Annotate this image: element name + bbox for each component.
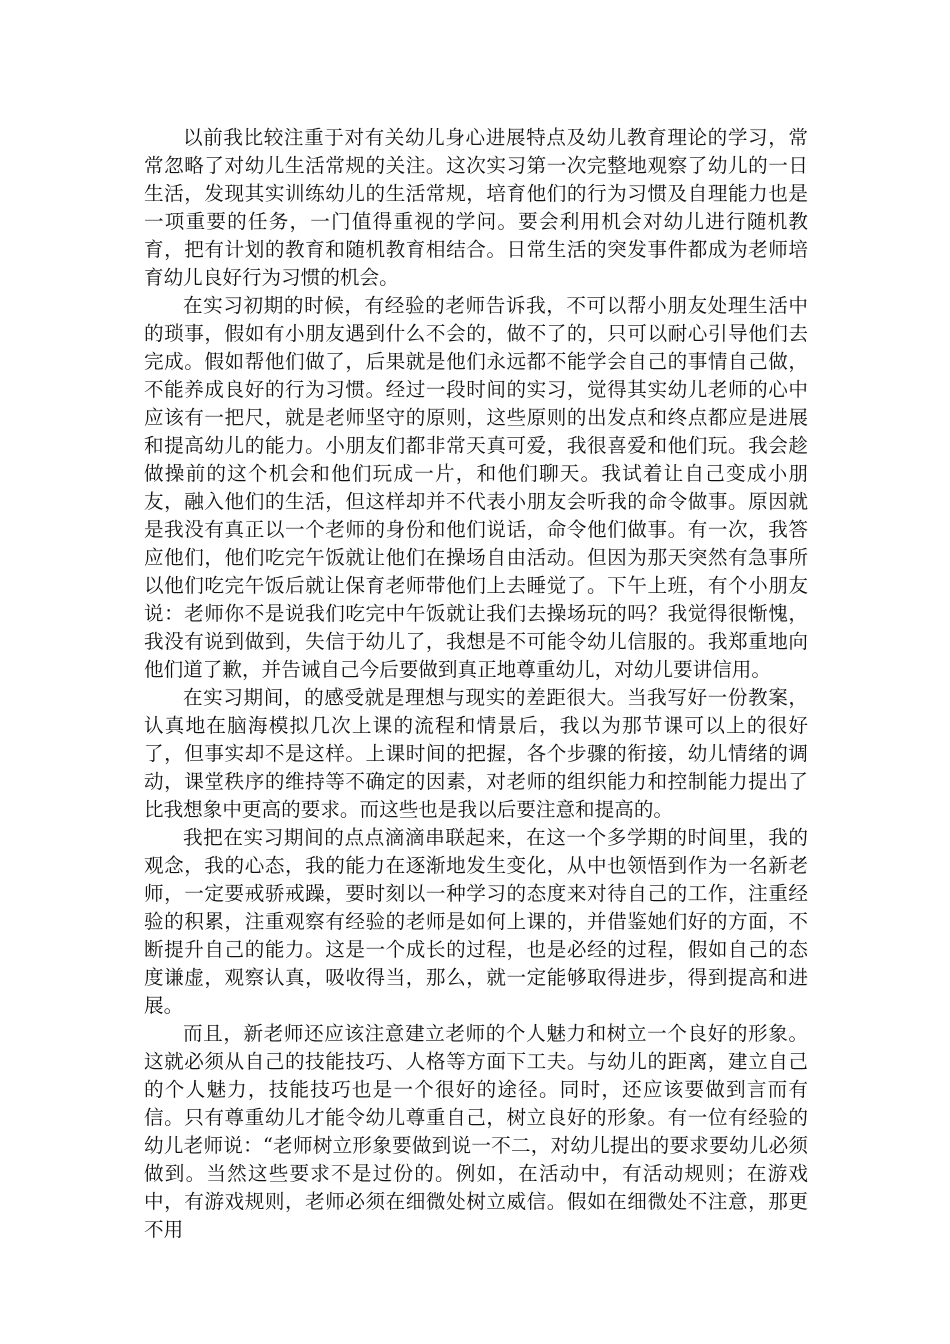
- paragraph-2: 在实习初期的时候，有经验的老师告诉我，不可以帮小朋友处理生活中的琐事，假如有小朋友遇到什么不会的，做不了的，只可以耐心引导他们去完成。假如帮他们做了，后果就是他们永远都不能学会自己的事情自己做，不能养成良好的行为习惯。经过一段时间的实习，觉得其实幼儿老师的心中应该有一把尺，就是老师坚守的原则，这些原则的出发点和终点都应是进展和提高幼儿的能力。小朋友们都非常天真可爱，我很喜爱和他们玩。我会趁做操前的这个机会和他们玩成一片，和他们聊天。我试着让自己变成小朋友，融入他们的生活，但这样却并不代表小朋友会听我的命令做事。原因就是我没有真正以一个老师的身份和他们说话，命令他们做事。有一次，我答应他们，他们吃完午饭就让他们在操场自由活动。但因为那天突然有急事所以他们吃完午饭后就让保育老师带他们上去睡觉了。下午上班，有个小朋友说：老师你不是说我们吃完中午饭就让我们去操场玩的吗？我觉得很惭愧，我没有说到做到，失信于幼儿了，我想是不可能令幼儿信服的。我郑重地向他们道了歉，并告诫自己今后要做到真正地尊重幼儿，对幼儿要讲信用。: [144, 294, 808, 681]
- paragraph-4: 我把在实习期间的点点滴滴串联起来，在这一个多学期的时间里，我的观念，我的心态，我的能力在逐渐地发生变化，从中也领悟到作为一名新老师，一定要戒骄戒躁，要时刻以一种学习的态度来对待自己的工作，注重经验的积累，注重观察有经验的老师是如何上课的，并借鉴她们好的方面，不断提升自己的能力。这是一个成长的过程，也是必经的过程，假如自己的态度谦虚，观察认真，吸收得当，那么，就一定能够取得进步，得到提高和进展。: [144, 826, 808, 1017]
- paragraph-3: 在实习期间，的感受就是理想与现实的差距很大。当我写好一份教案，认真地在脑海模拟几次上课的流程和情景后，我以为那节课可以上的很好了，但事实却不是这样。上课时间的把握，各个步骤的衔接，幼儿情绪的调动，课堂秩序的维持等不确定的因素，对老师的组织能力和控制能力提出了比我想象中更高的要求。而这些也是我以后要注意和提高的。: [144, 686, 808, 821]
- paragraph-5: 而且，新老师还应该注意建立老师的个人魅力和树立一个良好的形象。这就必须从自己的技能技巧、人格等方面下工夫。与幼儿的距离，建立自己的个人魅力，技能技巧也是一个很好的途径。同时，还应该要做到言而有信。只有尊重幼儿才能令幼儿尊重自己，树立良好的形象。有一位有经验的幼儿老师说：“老师树立形象要做到说一不二，对幼儿提出的要求要幼儿必须做到。当然这些要求不是过份的。例如，在活动中，有活动规则；在游戏中，有游戏规则，老师必须在细微处树立威信。假如在细微处不注意，那更不用: [144, 1022, 808, 1241]
- paragraph-1: 以前我比较注重于对有关幼儿身心进展特点及幼儿教育理论的学习，常常忽略了对幼儿生活常规的关注。这次实习第一次完整地观察了幼儿的一日生活，发现其实训练幼儿的生活常规，培育他们的行为习惯及自理能力也是一项重要的任务，一门值得重视的学问。要会利用机会对幼儿进行随机教育，把有计划的教育和随机教育相结合。日常生活的突发事件都成为老师培育幼儿良好行为习惯的机会。: [144, 126, 808, 289]
- document-page: [144, 124, 808, 1244]
